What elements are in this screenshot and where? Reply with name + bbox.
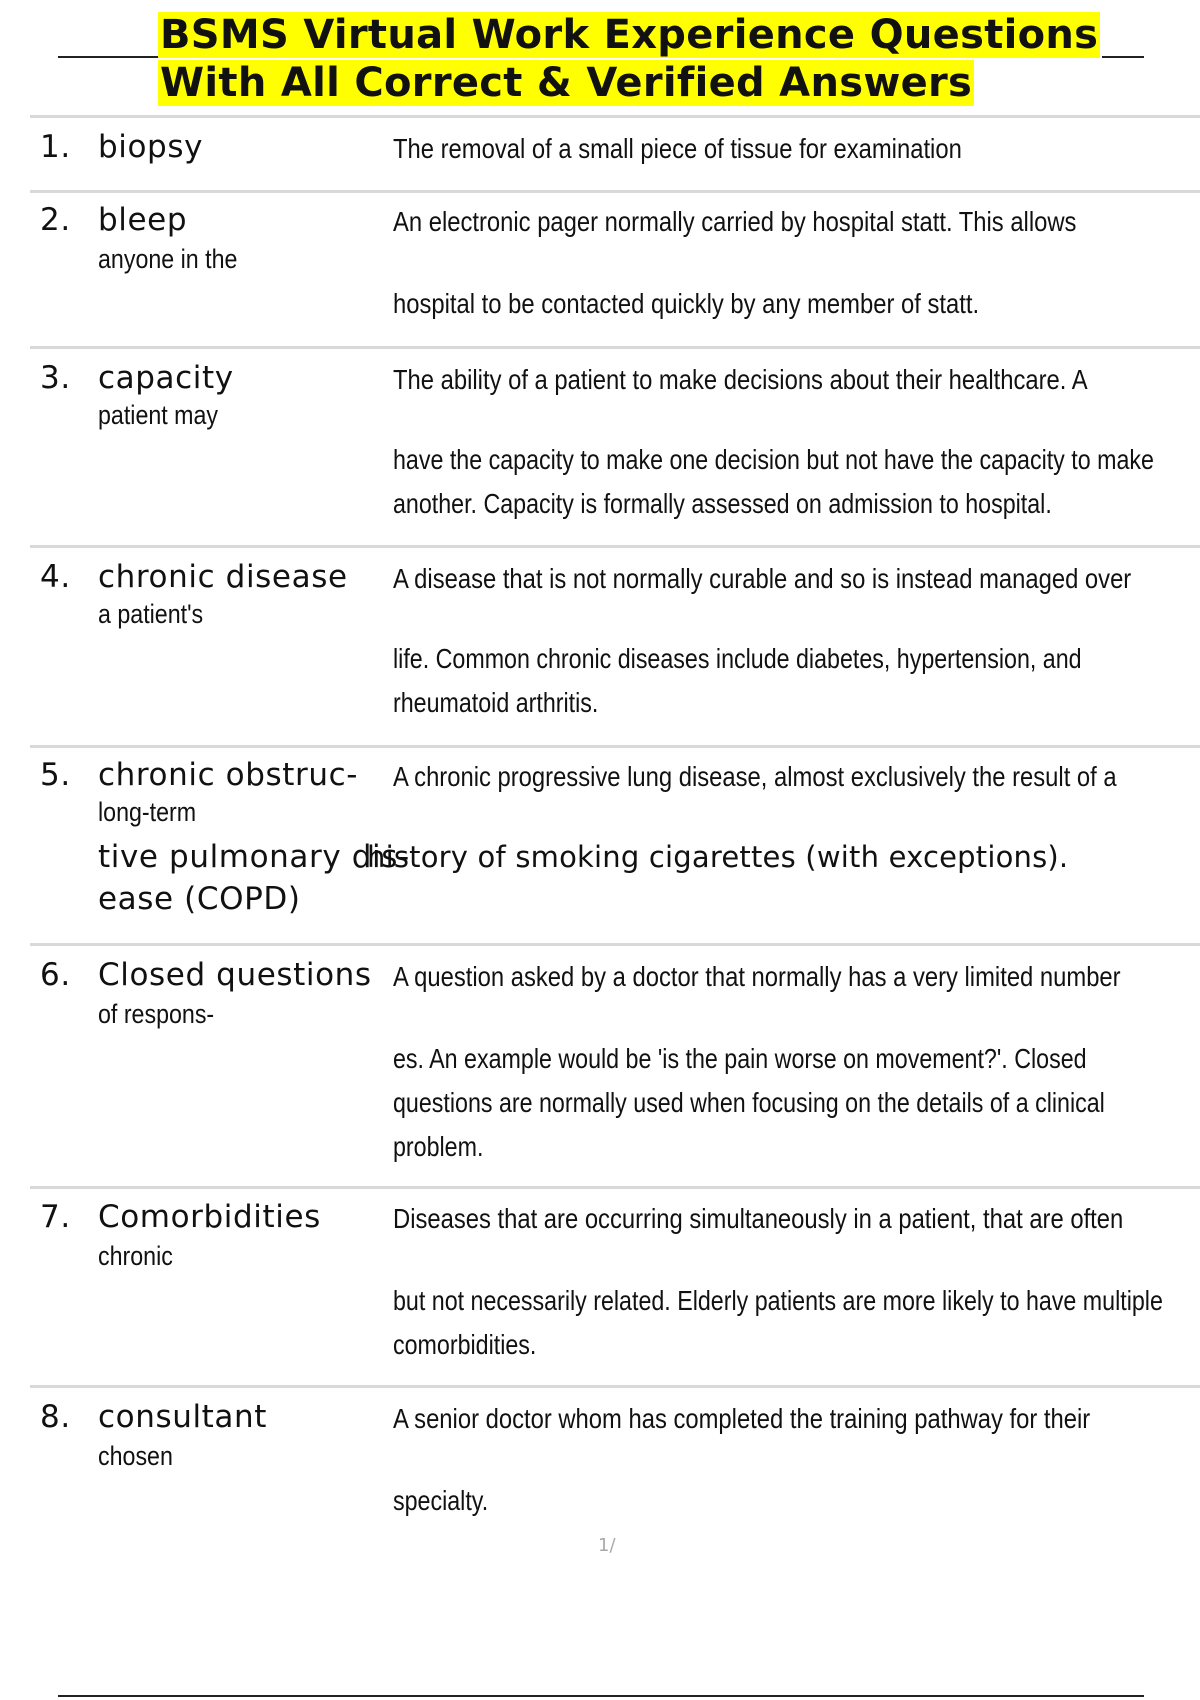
entry-definition-line: Diseases that are occurring simultaneously in a patient, that are often	[393, 1203, 1124, 1234]
entry-definition-line: specialty.	[393, 1485, 489, 1516]
title-rule-right	[1102, 56, 1144, 58]
entry-term: biopsy	[98, 129, 204, 165]
entry-term: Comorbidities	[98, 1199, 321, 1235]
entry-number: 6.	[40, 957, 71, 993]
entry-number: 4.	[40, 559, 71, 595]
row-divider	[30, 745, 1200, 748]
entry-number: 5.	[40, 757, 71, 793]
entry-term-spill: long-term	[98, 797, 197, 827]
entry-definition-line: have the capacity to make one decision but not have the capacity to make	[393, 444, 1154, 475]
footer-rule	[58, 1695, 1144, 1697]
entry-definition-line: but not necessarily related. Elderly patients are more likely to have multiple	[393, 1285, 1163, 1316]
entry-term: bleep	[98, 202, 188, 238]
entry-term-spill: chosen	[98, 1441, 173, 1471]
row-divider	[30, 1385, 1200, 1388]
title-rule-left	[58, 56, 158, 58]
entry-definition-line: another. Capacity is formally assessed on admission to hospital.	[393, 488, 1052, 519]
entry-number: 8.	[40, 1399, 71, 1435]
entry-term: chronic disease	[98, 559, 348, 595]
row-divider	[30, 190, 1200, 193]
entry-term-spill: chronic	[98, 1241, 173, 1271]
entry-definition-line: A chronic progressive lung disease, almost exclusively the result of a	[393, 761, 1117, 792]
entry-definition-line: An electronic pager normally carried by hospital statt. This allows	[393, 206, 1077, 237]
entry-definition-line: questions are normally used when focusing on the details of a clinical	[393, 1087, 1105, 1118]
row-divider	[30, 1186, 1200, 1189]
entry-term-continued: tive pulmonary dis-	[98, 839, 410, 875]
page-number: 1/	[598, 1535, 616, 1556]
entry-term: capacity	[98, 360, 234, 396]
entry-term-continued: ease (COPD)	[98, 881, 301, 917]
row-divider	[30, 943, 1200, 946]
entry-number: 1.	[40, 129, 71, 165]
entry-term-spill: of respons-	[98, 999, 215, 1029]
entry-term-spill: a patient's	[98, 599, 204, 629]
entry-number: 7.	[40, 1199, 71, 1235]
entry-term: Closed questions	[98, 957, 372, 993]
entry-definition-line: problem.	[393, 1131, 484, 1162]
entry-definition-line: hospital to be contacted quickly by any member of statt.	[393, 288, 980, 319]
document-header	[0, 8, 1200, 108]
entry-definition-line: es. An example would be 'is the pain worse on movement?'. Closed	[393, 1043, 1087, 1074]
row-divider	[30, 115, 1200, 118]
entry-definition-line: history of smoking cigarettes (with exceptions).	[367, 840, 1069, 874]
row-divider	[30, 545, 1200, 548]
entry-definition-line: The ability of a patient to make decisions about their healthcare. A	[393, 364, 1088, 395]
entry-definition-line: The removal of a small piece of tissue for examination	[393, 133, 962, 164]
entry-definition-line: life. Common chronic diseases include diabetes, hypertension, and	[393, 643, 1082, 674]
page-title-line-2: With All Correct & Verified Answers	[160, 60, 973, 106]
entry-definition-line: rheumatoid arthritis.	[393, 687, 599, 718]
entry-term-spill: anyone in the	[98, 244, 238, 274]
entry-number: 2.	[40, 202, 71, 238]
entry-term-spill: patient may	[98, 400, 219, 430]
entry-definition-line: A disease that is not normally curable and so is instead managed over	[393, 563, 1132, 594]
page-title-line-1: BSMS Virtual Work Experience Questions	[160, 12, 1099, 58]
entry-definition-line: A senior doctor whom has completed the training pathway for their	[393, 1403, 1091, 1434]
entry-definition-line: A question asked by a doctor that normally has a very limited number	[393, 961, 1121, 992]
entry-term: chronic obstruc-	[98, 757, 359, 793]
entry-term: consultant	[98, 1399, 268, 1435]
entry-definition-line: comorbidities.	[393, 1329, 537, 1360]
entry-number: 3.	[40, 360, 71, 396]
row-divider	[30, 346, 1200, 349]
